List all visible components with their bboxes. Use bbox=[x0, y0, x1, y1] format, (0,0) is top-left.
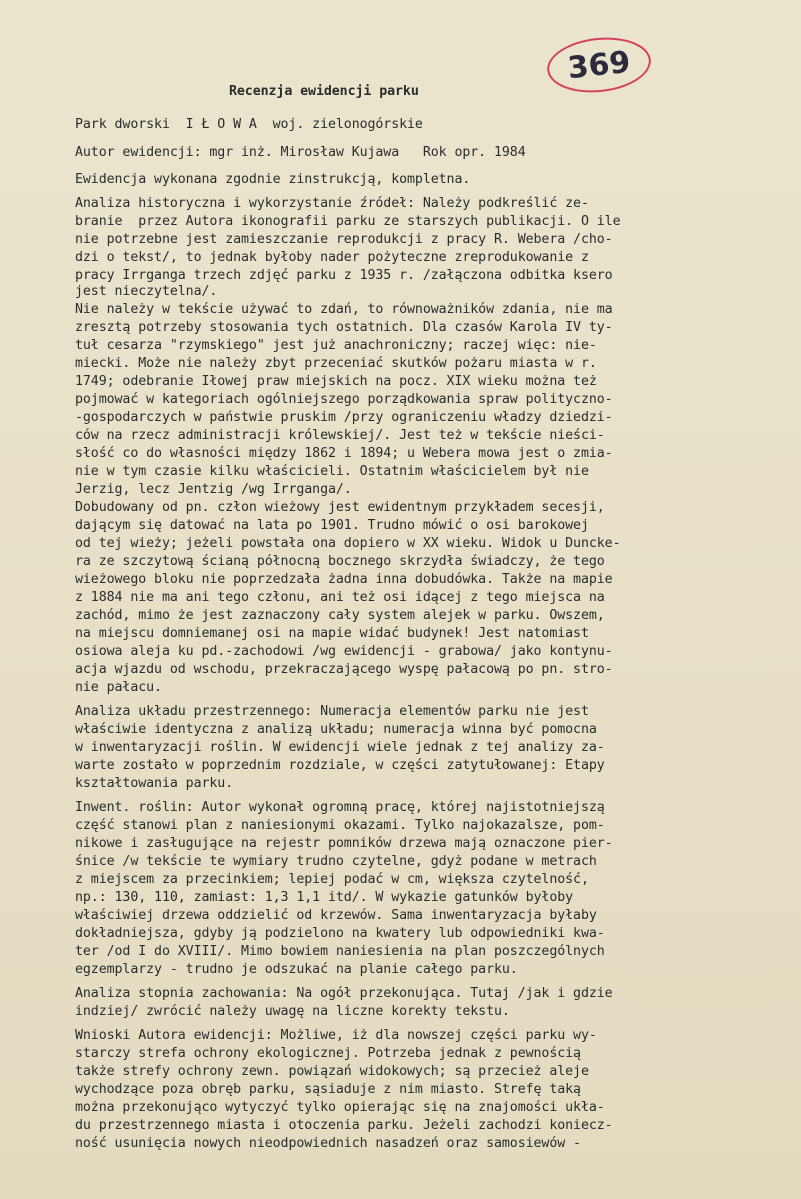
text-line: można przekonująco wytyczyć tylko opierając się na znajomości ukła- bbox=[75, 1100, 605, 1115]
text-line: dzi o tekst/, to jednak byłoby nader pożyteczne zreprodukowanie z bbox=[75, 250, 589, 265]
text-line: Autor ewidencji: mgr inż. Mirosław Kujawa Rok opr. 1984 bbox=[75, 145, 526, 160]
text-line: śnice /w tekście te wymiary trudno czytelne, gdyż podane w metrach bbox=[75, 854, 597, 869]
text-line: Analiza układu przestrzennego: Numeracja elementów parku nie jest bbox=[75, 704, 589, 719]
text-line: właściwie identyczna z analizą układu; numeracja winna być pomocna bbox=[75, 722, 597, 737]
text-line: wieżowego bloku nie poprzedzała żadna inna dobudówka. Także na mapie bbox=[75, 572, 613, 587]
text-line: branie przez Autora ikonografii parku ze starszych publikacji. O ile bbox=[75, 214, 621, 229]
text-line: Jerzig, lecz Jentzig /wg Irrganga/. bbox=[75, 482, 352, 497]
text-line: Inwent. roślin: Autor wykonał ogromną pracę, której najistotniejszą bbox=[75, 800, 605, 815]
text-line: od tej wieży; jeżeli powstała ona dopiero w XX wieku. Widok u Duncke- bbox=[75, 536, 621, 551]
text-line: miecki. Może nie należy zbyt przeceniać skutków pożaru miasta w r. bbox=[75, 356, 597, 371]
text-line: jest nieczytelna/. bbox=[75, 284, 218, 299]
text-line: ra ze szczytową ścianą północną bocznego skrzydła świadczy, że tego bbox=[75, 554, 605, 569]
text-line: także strefy ochrony zewn. powiązań widokowych; są przecież aleje bbox=[75, 1064, 589, 1079]
text-line: pojmować w kategoriach ogólniejszego porządkowania spraw polityczno- bbox=[75, 392, 613, 407]
text-line: w inwentaryzacji roślin. W ewidencji wiele jednak z tej analizy za- bbox=[75, 740, 605, 755]
text-line: egzemplarzy - trudno je odszukać na planie całego parku. bbox=[75, 962, 518, 977]
text-line: nie pałacu. bbox=[75, 680, 162, 695]
text-line: z 1884 nie ma ani tego członu, ani też osi idącej z tego miejsca na bbox=[75, 590, 605, 605]
text-line: słość co do własności między 1862 i 1894; u Webera mowa jest o zmia- bbox=[75, 446, 613, 461]
text-line: nikowe i zasługujące na rejestr pomników drzewa mają oznaczone pier- bbox=[75, 836, 613, 851]
text-line: acja wjazdu od wschodu, przekraczającego wyspę pałacową po pn. stro- bbox=[75, 662, 613, 677]
text-line: nie potrzebne jest zamieszczanie reprodukcji z pracy R. Webera /cho- bbox=[75, 232, 613, 247]
text-line: właściwiej drzewa oddzielić od krzewów. Sama inwentaryzacja byłaby bbox=[75, 908, 597, 923]
text-line: -gospodarczych w państwie pruskim /przy ograniczeniu władzy dziedzi- bbox=[75, 410, 613, 425]
text-line: 1749; odebranie Iłowej praw miejskich na pocz. XIX wieku można też bbox=[75, 374, 597, 389]
text-line: pracy Irrganga trzech zdjęć parku z 1935 r. /załączona odbitka ksero bbox=[75, 268, 613, 283]
document-title: Recenzja ewidencji parku bbox=[229, 84, 419, 99]
text-line: dokładniejsza, gdyby ją podzielono na kwatery lub odpowiedniki kwa- bbox=[75, 926, 605, 941]
text-line: ność usunięcia nowych nieodpowiednich nasadzeń oraz samosiewów - bbox=[75, 1136, 581, 1151]
text-line: Analiza stopnia zachowania: Na ogół przekonująca. Tutaj /jak i gdzie bbox=[75, 986, 613, 1001]
text-line: du przestrzennego miasta i otoczenia parku. Jeżeli zachodzi koniecz- bbox=[75, 1118, 613, 1133]
text-line: część stanowi plan z naniesionymi okazami. Tylko najokazalsze, pom- bbox=[75, 818, 605, 833]
page-number-stamp: 369 bbox=[544, 33, 653, 98]
text-line: osiowa aleja ku pd.-zachodowi /wg ewidencji - grabowa/ jako kontynu- bbox=[75, 644, 613, 659]
text-line: zachód, mimo że jest zaznaczony cały system alejek w parku. Owszem, bbox=[75, 608, 605, 623]
text-line: z miejscem za przecinkiem; lepiej podać w cm, większa czytelność, bbox=[75, 872, 589, 887]
text-line: np.: 130, 110, zamiast: 1,3 1,1 itd/. W wykazie gatunków byłoby bbox=[75, 890, 574, 905]
text-line: ter /od I do XVIII/. Mimo bowiem naniesienia na plan poszczególnych bbox=[75, 944, 605, 959]
text-line: wychodzące poza obręb parku, sąsiaduje z nim miasto. Strefę taką bbox=[75, 1082, 581, 1097]
text-line: warte zostało w poprzednim rozdziale, w części zatytułowanej: Etapy bbox=[75, 758, 605, 773]
text-line: dającym się datować na lata po 1901. Trudno mówić o osi barokowej bbox=[75, 518, 589, 533]
text-line: tuł cesarza "rzymskiego" jest już anachroniczny; raczej więc: nie- bbox=[75, 338, 597, 353]
text-line: indziej/ zwrócić należy uwagę na liczne korekty tekstu. bbox=[75, 1004, 510, 1019]
text-line: na miejscu domniemanej osi na mapie widać budynek! Jest natomiast bbox=[75, 626, 589, 641]
text-line: Park dworski I Ł O W A woj. zielonogórskie bbox=[75, 117, 423, 132]
text-line: Wnioski Autora ewidencji: Możliwe, iż dla nowszej części parku wy- bbox=[75, 1028, 597, 1043]
text-line: starczy strefa ochrony ekologicznej. Potrzeba jednak z pewnością bbox=[75, 1046, 581, 1061]
text-line: nie w tym czasie kilku właścicieli. Ostatnim właścicielem był nie bbox=[75, 464, 589, 479]
text-line: zresztą potrzeby stosowania tych ostatnich. Dla czasów Karola IV ty- bbox=[75, 320, 613, 335]
text-line: ców na rzecz administracji królewskiej/. Jest też w tekście nieści- bbox=[75, 428, 605, 443]
text-line: Nie należy w tekście używać to zdań, to równoważników zdania, nie ma bbox=[75, 302, 613, 317]
text-line: Analiza historyczna i wykorzystanie źródeł: Należy podkreślić ze- bbox=[75, 196, 589, 211]
text-line: Ewidencja wykonana zgodnie zinstrukcją, kompletna. bbox=[75, 172, 471, 187]
text-line: Dobudowany od pn. człon wieżowy jest ewidentnym przykładem secesji, bbox=[75, 500, 605, 515]
text-line: kształtowania parku. bbox=[75, 776, 234, 791]
